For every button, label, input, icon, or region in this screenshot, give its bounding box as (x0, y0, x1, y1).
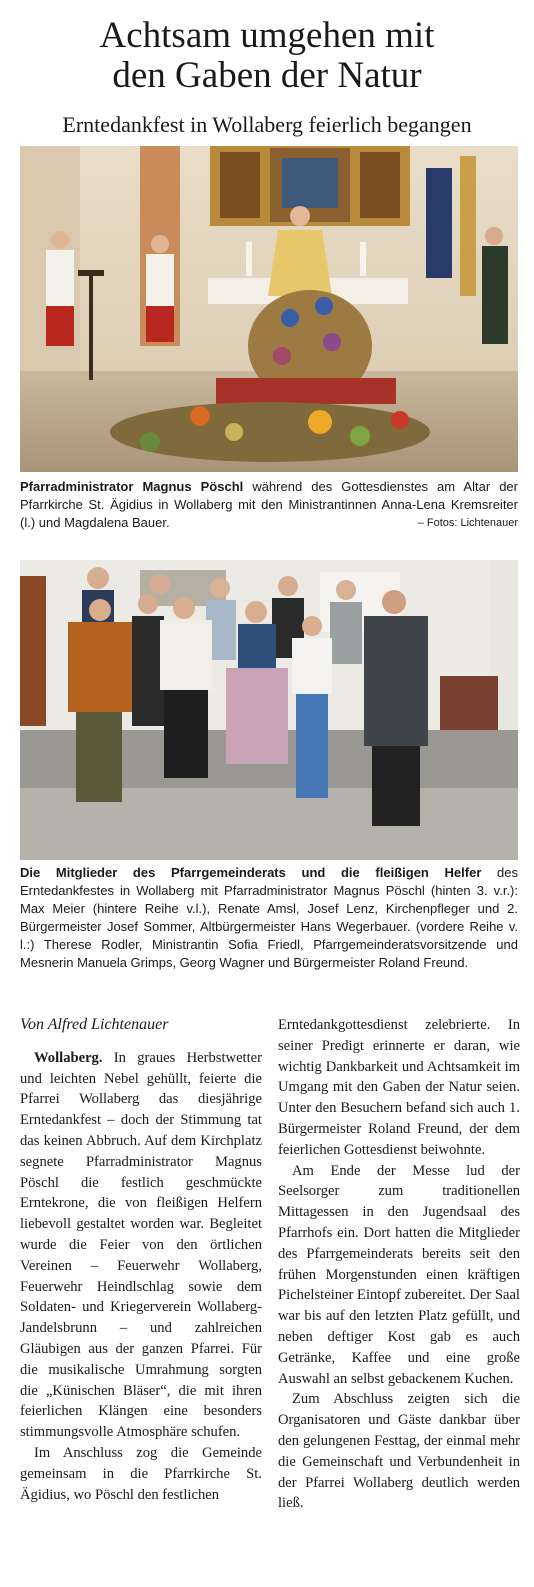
headline (0, 16, 534, 96)
dateline: Wollaberg. (34, 1049, 103, 1066)
altar-photo-illustration (20, 146, 518, 472)
byline: Von Alfred Lichtenauer (20, 1016, 169, 1033)
subheadline: Erntedankfest in Wollaberg feierlich begangen (62, 112, 472, 137)
group-caption-bold: Die Mitglieder des Pfarrgemeinderats und die fleißigen Helfer (20, 865, 482, 880)
paragraph-text: In graues Herbstwetter und leichten Nebel gehüllt, feierte die Pfarrei Wollaberg das diesjährige Erntedankfest – doch der Stimmung tat das keinen Abbruch. Auf dem Kirchplatz segnete Pfarradministrator Magnus Pöschl die festlich geschmückte Erntekrone, die von fleißigen Helfern liebevoll gestaltet worden war. Begleitet wurde die Feier von den örtlichen Vereinen – Feuerwehr Wollaberg, Feuerwehr Heindlschlag sowie dem Soldaten- und Kriegerverein Wollaberg-Jandelsbrunn – und zahlreichen Gläubigen aus der ganzen Pfarrei. Für die musikalische Umrahmung sorgten die „Künischen Bläser“, die mit ihren feierlichen Klängen eine besonders stimmungsvolle Atmosphäre schufen. (20, 1049, 262, 1441)
paragraph: Am Ende der Messe lud der Seelsorger zum traditionellen Mittagessen in den Jugendsaal des Pfarrhofs ein. Dort hatten die Mitglieder des Pfarrgemeinderats bereits seit den frühen Morgenstunden einen kräftigen Pichelsteiner Eintopf zubereitet. Der Saal war bis auf den letzten Platz gefüllt, und neben deftiger Kost gab es auch Getränke, Kaffee und eine große Auswahl an selbst gebackenem Kuchen. (278, 1162, 520, 1387)
headline-line-1: Achtsam umgehen mit (99, 15, 435, 56)
group-caption-text: des Erntedankfestes in Wollaberg mit Pfarradministrator Magnus Pöschl (hinten 3. v.r.): Max Meier (hintere Reihe v.l.), Renate Amsl, Josef Lenz, Kirchenpfleger und 2. Bürgermeister Josef Sommer, Altbürgermeister Hans Wegerbauer. (vordere Reihe v. l.:) Therese Rodler, Ministrantin Sofia Friedl, Pfarrgemeinderatsvorsitzende und Mesnerin Manuela Grimps, Georg Wagner und Bürgermeister Roland Freund. (20, 865, 519, 970)
altar-photo-caption (20, 478, 518, 532)
group-photo-caption (20, 864, 518, 972)
group-photo-illustration (20, 560, 518, 860)
group-photo (20, 560, 518, 860)
altar-caption-text: während des Gottesdienstes am Altar der Pfarrkirche St. Ägidius in Wollaberg mit den Ministrantinnen Anna-Lena Kremsreiter (l.) und Magdalena Bauer. (20, 479, 518, 530)
altar-photo (20, 146, 518, 472)
paragraph (20, 1048, 262, 1443)
photo-credit: – Fotos: Lichtenauer (417, 517, 518, 529)
paragraph: Im Anschluss zog die Gemeinde gemeinsam in die Pfarrkirche St. Ägidius, wo Pöschl den festlichen (20, 1444, 262, 1503)
headline-line-2: den Gaben der Natur (112, 55, 422, 96)
altar-caption-bold: Pfarradministrator Magnus Pöschl (20, 479, 244, 494)
paragraph: Zum Abschluss zeigten sich die Organisatoren und Gäste dankbar über den gelungenen Festtag, der einmal mehr die Gemeinschaft und Verbundenheit in der Pfarrei Wollaberg deutlich werden ließ. (278, 1391, 520, 1512)
article-column-2 (278, 1015, 520, 1514)
article-column-1 (20, 1015, 262, 1505)
paragraph: Erntedankgottesdienst zelebrierte. In seiner Predigt erinnerte er daran, wie wichtig Dankbarkeit und Achtsamkeit im Umgang mit den Gaben der Natur seien. Unter den Besuchern befand sich auch 1. Bürgermeister Roland Freund, der dem feierlichen Gottesdienst beiwohnte. (278, 1017, 520, 1158)
